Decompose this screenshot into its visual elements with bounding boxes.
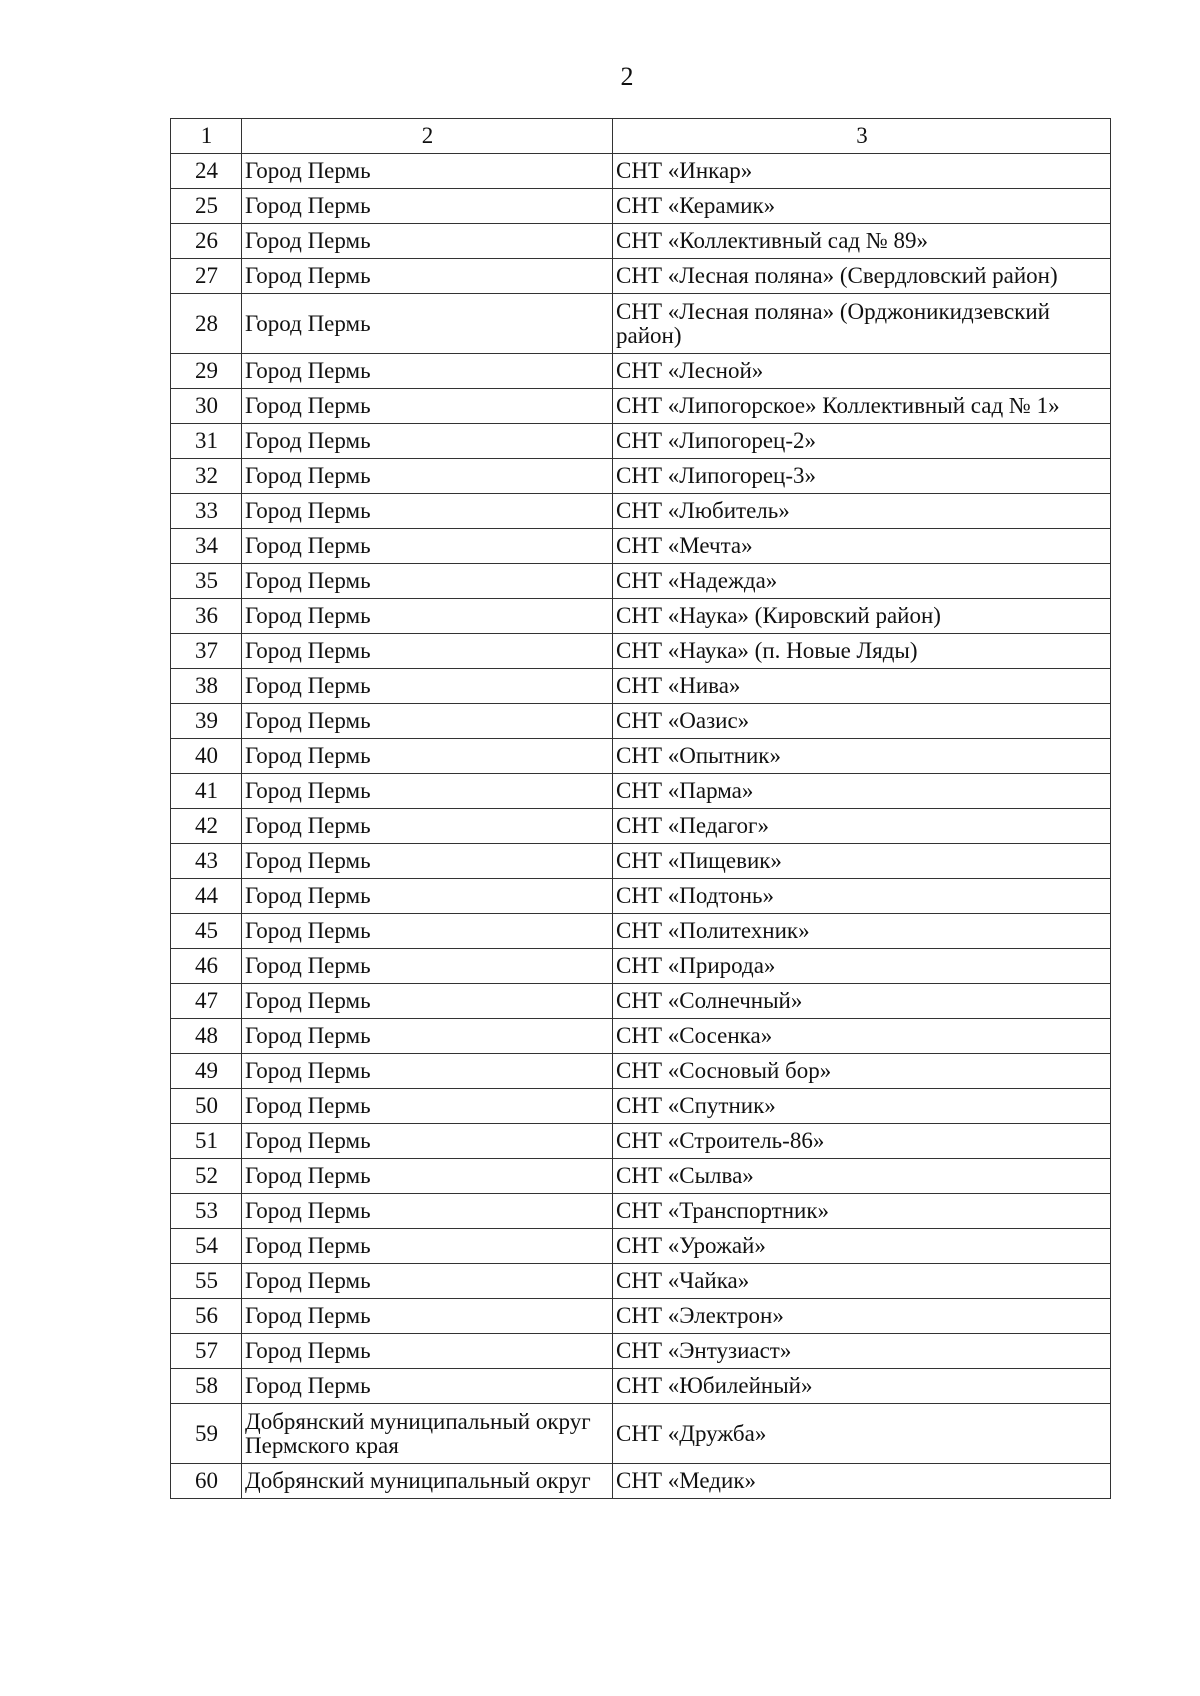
row-number-cell: 29 [171,354,242,389]
row-number-cell: 46 [171,949,242,984]
row-number-cell: 47 [171,984,242,1019]
row-number-cell: 53 [171,1194,242,1229]
organization-name-cell: СНТ «Наука» (Кировский район) [613,599,1111,634]
row-number-cell: 60 [171,1464,242,1499]
municipality-cell: Город Пермь [242,809,613,844]
municipality-cell: Город Пермь [242,1334,613,1369]
table-row [171,949,1111,984]
table-row [171,354,1111,389]
table-row [171,984,1111,1019]
table-row [171,294,1111,354]
municipality-cell: Город Пермь [242,294,613,354]
organization-name-cell: СНТ «Лесная поляна» (Орджоникидзевский район) [613,294,1111,354]
table-row [171,529,1111,564]
municipality-cell: Город Пермь [242,1194,613,1229]
row-number-cell: 49 [171,1054,242,1089]
municipality-cell: Город Пермь [242,1089,613,1124]
municipality-cell: Город Пермь [242,1124,613,1159]
table-row [171,389,1111,424]
table-row [171,1299,1111,1334]
organization-name-cell: СНТ «Транспортник» [613,1194,1111,1229]
municipality-cell: Город Пермь [242,259,613,294]
table-row [171,1464,1111,1499]
row-number-cell: 52 [171,1159,242,1194]
row-number-cell: 30 [171,389,242,424]
organization-name-cell: СНТ «Инкар» [613,154,1111,189]
municipality-cell: Город Пермь [242,844,613,879]
municipality-cell: Город Пермь [242,459,613,494]
organization-name-cell: СНТ «Природа» [613,949,1111,984]
table-row [171,1194,1111,1229]
municipality-cell: Город Пермь [242,984,613,1019]
row-number-cell: 40 [171,739,242,774]
municipality-cell: Город Пермь [242,1229,613,1264]
municipality-cell: Город Пермь [242,1019,613,1054]
table-row [171,669,1111,704]
row-number-cell: 27 [171,259,242,294]
municipality-cell: Город Пермь [242,949,613,984]
row-number-cell: 45 [171,914,242,949]
table-row [171,1229,1111,1264]
table-row [171,1404,1111,1464]
table-row [171,189,1111,224]
table-row [171,599,1111,634]
organization-name-cell: СНТ «Медик» [613,1464,1111,1499]
organization-name-cell: СНТ «Липогорец-3» [613,459,1111,494]
municipality-cell: Город Пермь [242,1299,613,1334]
table-header-row [171,119,1111,154]
row-number-cell: 37 [171,634,242,669]
table-row [171,704,1111,739]
municipality-cell: Город Пермь [242,1159,613,1194]
header-cell-2: 2 [242,119,613,154]
row-number-cell: 33 [171,494,242,529]
row-number-cell: 41 [171,774,242,809]
row-number-cell: 43 [171,844,242,879]
organization-name-cell: СНТ «Опытник» [613,739,1111,774]
organization-name-cell: СНТ «Мечта» [613,529,1111,564]
municipality-cell: Город Пермь [242,669,613,704]
row-number-cell: 36 [171,599,242,634]
organization-name-cell: СНТ «Любитель» [613,494,1111,529]
table-row [171,809,1111,844]
table-row [171,1089,1111,1124]
row-number-cell: 34 [171,529,242,564]
row-number-cell: 56 [171,1299,242,1334]
organization-name-cell: СНТ «Сылва» [613,1159,1111,1194]
organization-name-cell: СНТ «Лесной» [613,354,1111,389]
row-number-cell: 51 [171,1124,242,1159]
table-row [171,1019,1111,1054]
municipality-cell: Город Пермь [242,914,613,949]
organization-name-cell: СНТ «Надежда» [613,564,1111,599]
table-row [171,424,1111,459]
table-row [171,739,1111,774]
table-row [171,1124,1111,1159]
row-number-cell: 28 [171,294,242,354]
row-number-cell: 25 [171,189,242,224]
municipality-cell: Добрянский муниципальный округ [242,1464,613,1499]
organization-name-cell: СНТ «Подтонь» [613,879,1111,914]
organization-name-cell: СНТ «Оазис» [613,704,1111,739]
municipality-cell: Город Пермь [242,739,613,774]
row-number-cell: 59 [171,1404,242,1464]
organization-name-cell: СНТ «Дружба» [613,1404,1111,1464]
municipality-cell: Город Пермь [242,774,613,809]
municipality-cell: Город Пермь [242,1369,613,1404]
municipality-cell: Город Пермь [242,599,613,634]
row-number-cell: 48 [171,1019,242,1054]
municipality-cell: Город Пермь [242,389,613,424]
organization-name-cell: СНТ «Солнечный» [613,984,1111,1019]
organization-name-cell: СНТ «Парма» [613,774,1111,809]
row-number-cell: 32 [171,459,242,494]
organization-name-cell: СНТ «Сосенка» [613,1019,1111,1054]
organization-name-cell: СНТ «Педагог» [613,809,1111,844]
organization-name-cell: СНТ «Пищевик» [613,844,1111,879]
organization-name-cell: СНТ «Юбилейный» [613,1369,1111,1404]
organization-name-cell: СНТ «Лесная поляна» (Свердловский район) [613,259,1111,294]
row-number-cell: 24 [171,154,242,189]
row-number-cell: 44 [171,879,242,914]
municipality-cell: Город Пермь [242,224,613,259]
organization-name-cell: СНТ «Коллективный сад № 89» [613,224,1111,259]
organization-name-cell: СНТ «Урожай» [613,1229,1111,1264]
municipality-cell: Город Пермь [242,704,613,739]
table-body [171,119,1111,1499]
table-row [171,1264,1111,1299]
municipality-cell: Город Пермь [242,424,613,459]
page-number: 2 [620,62,634,91]
header-cell-1: 1 [171,119,242,154]
row-number-cell: 26 [171,224,242,259]
organization-name-cell: СНТ «Сосновый бор» [613,1054,1111,1089]
municipality-cell: Город Пермь [242,1054,613,1089]
organization-name-cell: СНТ «Электрон» [613,1299,1111,1334]
table-row [171,914,1111,949]
municipality-cell: Город Пермь [242,189,613,224]
municipality-cell: Город Пермь [242,1264,613,1299]
row-number-cell: 54 [171,1229,242,1264]
settlements-table [170,118,1111,1499]
organization-name-cell: СНТ «Липогорское» Коллективный сад № 1» [613,389,1111,424]
table-row [171,1159,1111,1194]
organization-name-cell: СНТ «Спутник» [613,1089,1111,1124]
municipality-cell: Город Пермь [242,564,613,599]
row-number-cell: 31 [171,424,242,459]
organization-name-cell: СНТ «Строитель-86» [613,1124,1111,1159]
municipality-cell: Город Пермь [242,879,613,914]
table-row [171,564,1111,599]
municipality-cell: Город Пермь [242,494,613,529]
table-row [171,459,1111,494]
table-row [171,1369,1111,1404]
table-row [171,259,1111,294]
table-row [171,224,1111,259]
organization-name-cell: СНТ «Нива» [613,669,1111,704]
row-number-cell: 39 [171,704,242,739]
row-number-cell: 55 [171,1264,242,1299]
municipality-cell: Город Пермь [242,154,613,189]
row-number-cell: 57 [171,1334,242,1369]
table-row [171,1054,1111,1089]
organization-name-cell: СНТ «Липогорец-2» [613,424,1111,459]
organization-name-cell: СНТ «Политехник» [613,914,1111,949]
row-number-cell: 35 [171,564,242,599]
header-cell-3: 3 [613,119,1111,154]
table-row [171,154,1111,189]
table-row [171,494,1111,529]
organization-name-cell: СНТ «Чайка» [613,1264,1111,1299]
table-row [171,774,1111,809]
municipality-cell: Город Пермь [242,634,613,669]
organization-name-cell: СНТ «Керамик» [613,189,1111,224]
municipality-cell: Город Пермь [242,354,613,389]
organization-name-cell: СНТ «Наука» (п. Новые Ляды) [613,634,1111,669]
row-number-cell: 50 [171,1089,242,1124]
row-number-cell: 38 [171,669,242,704]
municipality-cell: Добрянский муниципальный округ Пермского края [242,1404,613,1464]
municipality-cell: Город Пермь [242,529,613,564]
row-number-cell: 58 [171,1369,242,1404]
organization-name-cell: СНТ «Энтузиаст» [613,1334,1111,1369]
row-number-cell: 42 [171,809,242,844]
table-row [171,1334,1111,1369]
table-row [171,879,1111,914]
table-row [171,844,1111,879]
table-row [171,634,1111,669]
